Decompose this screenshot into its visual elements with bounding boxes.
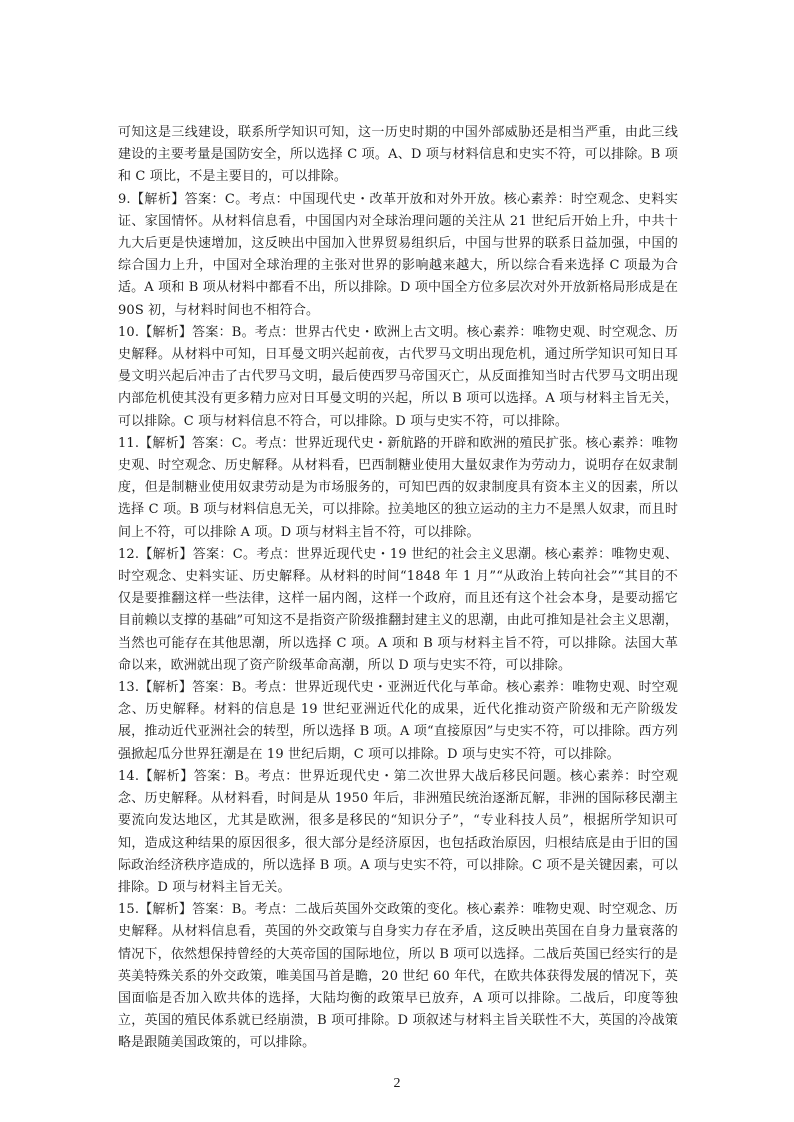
paragraph-q14: 14.【解析】答案：B。考点：世界近现代史・第二次世界大战后移民问题。核心素养：时空观念、历史解释。从材料看，时间是从 1950 年后，非洲殖民统治逐渐瓦解，非洲的国际移民潮主要流向发达地区，尤其是欧洲，很多是移民的“知识分子”，“专业科技人员”，根据所学知识可知，造成这种结果的原因很多，很大部分是经济原因，也包括政治原因，归根结底是由于旧的国际政治经济秩序造成的，所以选择 B 项。A 项与史实不符，可以排除。C 项不是关键因素，可以排除。D 项与材料主旨无关。 bbox=[118, 768, 678, 895]
paragraph-q12: 12.【解析】答案：C。考点：世界近现代史・19 世纪的社会主义思潮。核心素养：唯物史观、时空观念、史料实证、历史解释。从材料的时间“1848 年 1 月”“从政治上转向社会”“其目的不仅是要推翻这样一些法律，这样一届内阁，这样一个政府，而且还有这个社会本身，是要动摇它目前赖以支撑的基础”可知这不是指资产阶级推翻封建主义的思潮，由此可推知是社会主义思潮，当然也可能存在其他思潮，所以选择 C 项。A 项和 B 项与材料主旨不符，可以排除。法国大革命以来，欧洲就出现了资产阶级革命高潮，所以 D 项与史实不符，可以排除。 bbox=[118, 546, 678, 673]
paragraph-q11: 11.【解析】答案：C。考点：世界近现代史・新航路的开辟和欧洲的殖民扩张。核心素养：唯物史观、时空观念、历史解释。从材料看，巴西制糖业使用大量奴隶作为劳动力，说明存在奴隶制度，但是制糖业使用奴隶劳动是为市场服务的，可知巴西的奴隶制度具有资本主义的因素，所以选择 C 项。B 项与材料信息无关，可以排除。拉美地区的独立运动的主力不是黑人奴隶，而且时间上不符，可以排除 A 项。D 项与材料主旨不符，可以排除。 bbox=[118, 435, 678, 540]
paragraph-q13: 13.【解析】答案：B。考点：世界近现代史・亚洲近代化与革命。核心素养：唯物史观、时空观念、历史解释。材料的信息是 19 世纪亚洲近代化的成果，近代化推动资产阶级和无产阶级发展，推动近代亚洲社会的转型，所以选择 B 项。A 项“直接原因”与史实不符，可以排除。西方列强掀起瓜分世界狂潮是在 19 世纪后期，C 项可以排除。D 项与史实不符，可以排除。 bbox=[118, 680, 678, 762]
page-number: 2 bbox=[393, 1076, 401, 1091]
answer-explanations bbox=[118, 122, 678, 1055]
paragraph-continuation: 可知这是三线建设，联系所学知识可知，这一历史时期的中国外部威胁还是相当严重，由此三线建设的主要考量是国防安全，所以选择 C 项。A、D 项与材料信息和史实不符，可以排除。B 项和 C 项比，不是主要目的，可以排除。 bbox=[118, 125, 678, 185]
paragraph-q9: 9.【解析】答案：C。考点：中国现代史・改革开放和对外开放。核心素养：时空观念、史料实证、家国情怀。从材料信息看，中国国内对全球治理问题的关注从 21 世纪后开始上升，中共十九大后更是快速增加，这反映出中国加入世界贸易组织后，中国与世界的联系日益加强，中国的综合国力上升，中国对全球治理的主张对世界的影响越来越大，所以综合看来选择 C 项最为合适。A 项和 B 项从材料中都看不出，所以排除。D 项中国全方位多层次对外开放新格局形成是在 90S 初，与材料时间也不相符合。 bbox=[118, 191, 678, 318]
paragraph-q15: 15.【解析】答案：B。考点：二战后英国外交政策的变化。核心素养：唯物史观、时空观念、历史解释。从材料信息看，英国的外交政策与自身实力存在矛盾，这反映出英国在自身力量衰落的情况下，依然想保持曾经的大英帝国的国际地位，所以 B 项可以选择。二战后英国已经实行的是英美特殊关系的外交政策，唯美国马首是瞻，20 世纪 60 年代，在欧共体获得发展的情况下，英国面临是否加入欧共体的选择，大陆均衡的政策早已放弃，A 项可以排除。二战后，印度等独立，英国的殖民体系就已经崩溃，B 项可排除。D 项叙述与材料主旨关联性不大，英国的冷战策略是跟随美国政策的，可以排除。 bbox=[118, 902, 678, 1051]
paragraph-q10: 10.【解析】答案：B。考点：世界古代史・欧洲上古文明。核心素养：唯物史观、时空观念、历史解释。从材料中可知，日耳曼文明兴起前夜，古代罗马文明出现危机，通过所学知识可知日耳曼文明兴起后冲击了古代罗马文明，最后使西罗马帝国灭亡，从反面推知当时古代罗马文明出现内部危机使其没有更多精力应对日耳曼文明的兴起，所以 B 项可以选择。A 项与材料主旨无关，可以排除。C 项与材料信息不符合，可以排除。D 项与史实不符，可以排除。 bbox=[118, 324, 678, 429]
